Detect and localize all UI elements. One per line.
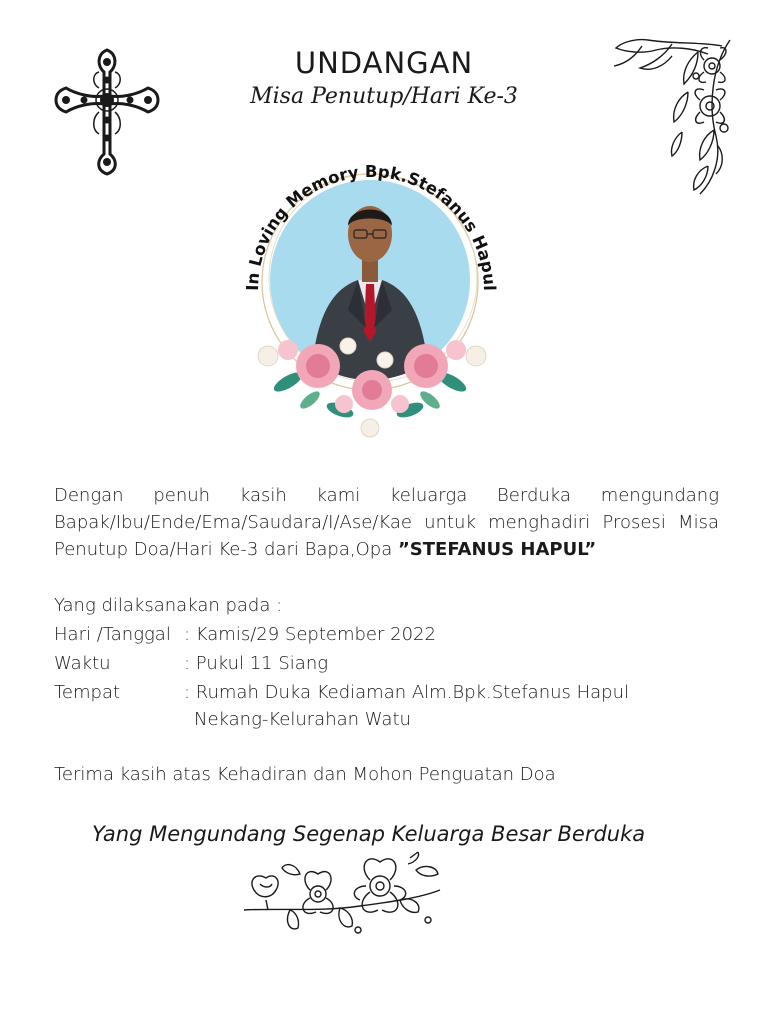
invitation-intro xyxy=(54,482,719,563)
signoff-text: Yang Mengundang Segenap Keluarga Besar Berduka xyxy=(92,822,646,846)
time-value: : Pukul 11 Siang xyxy=(184,653,329,674)
time-label: Waktu xyxy=(54,653,111,674)
page-subtitle: Misa Penutup/Hari Ke-3 xyxy=(250,84,518,109)
detail-row-place xyxy=(54,679,714,706)
place-value-2: Nekang-Kelurahan Watu xyxy=(194,709,411,730)
memorial-portrait xyxy=(240,160,510,450)
place-label: Tempat xyxy=(54,682,121,703)
deceased-name: ”STEFANUS HAPUL” xyxy=(397,539,597,560)
detail-row-date xyxy=(54,621,714,648)
memorial-arc-text: In Loving Memory Bpk.Stefanus Hapul xyxy=(242,161,500,291)
date-value: : Kamis/29 September 2022 xyxy=(184,624,436,645)
held-on-label: Yang dilaksanakan pada : xyxy=(54,595,283,616)
place-value: : Rumah Duka Kediaman Alm.Bpk.Stefanus Hapul xyxy=(184,682,630,703)
floral-bottom-icon xyxy=(240,850,445,942)
thanks-text: Terima kasih atas Kehadiran dan Mohon Penguatan Doa xyxy=(54,764,556,785)
floral-corner-icon xyxy=(612,36,732,198)
detail-row-time xyxy=(54,650,714,677)
intro-text: Dengan penuh kasih kami keluarga Berduka mengundang Bapak/Ibu/Ende/Ema/Saudara/I/Ase/Kae untuk menghadiri Prosesi Misa Penutup Doa/Hari Ke-3 dari Bapa,Opa xyxy=(54,485,719,560)
date-label: Hari /Tanggal xyxy=(54,624,171,645)
page-title: UNDANGAN xyxy=(294,46,474,80)
detail-row-place-cont xyxy=(54,706,714,733)
